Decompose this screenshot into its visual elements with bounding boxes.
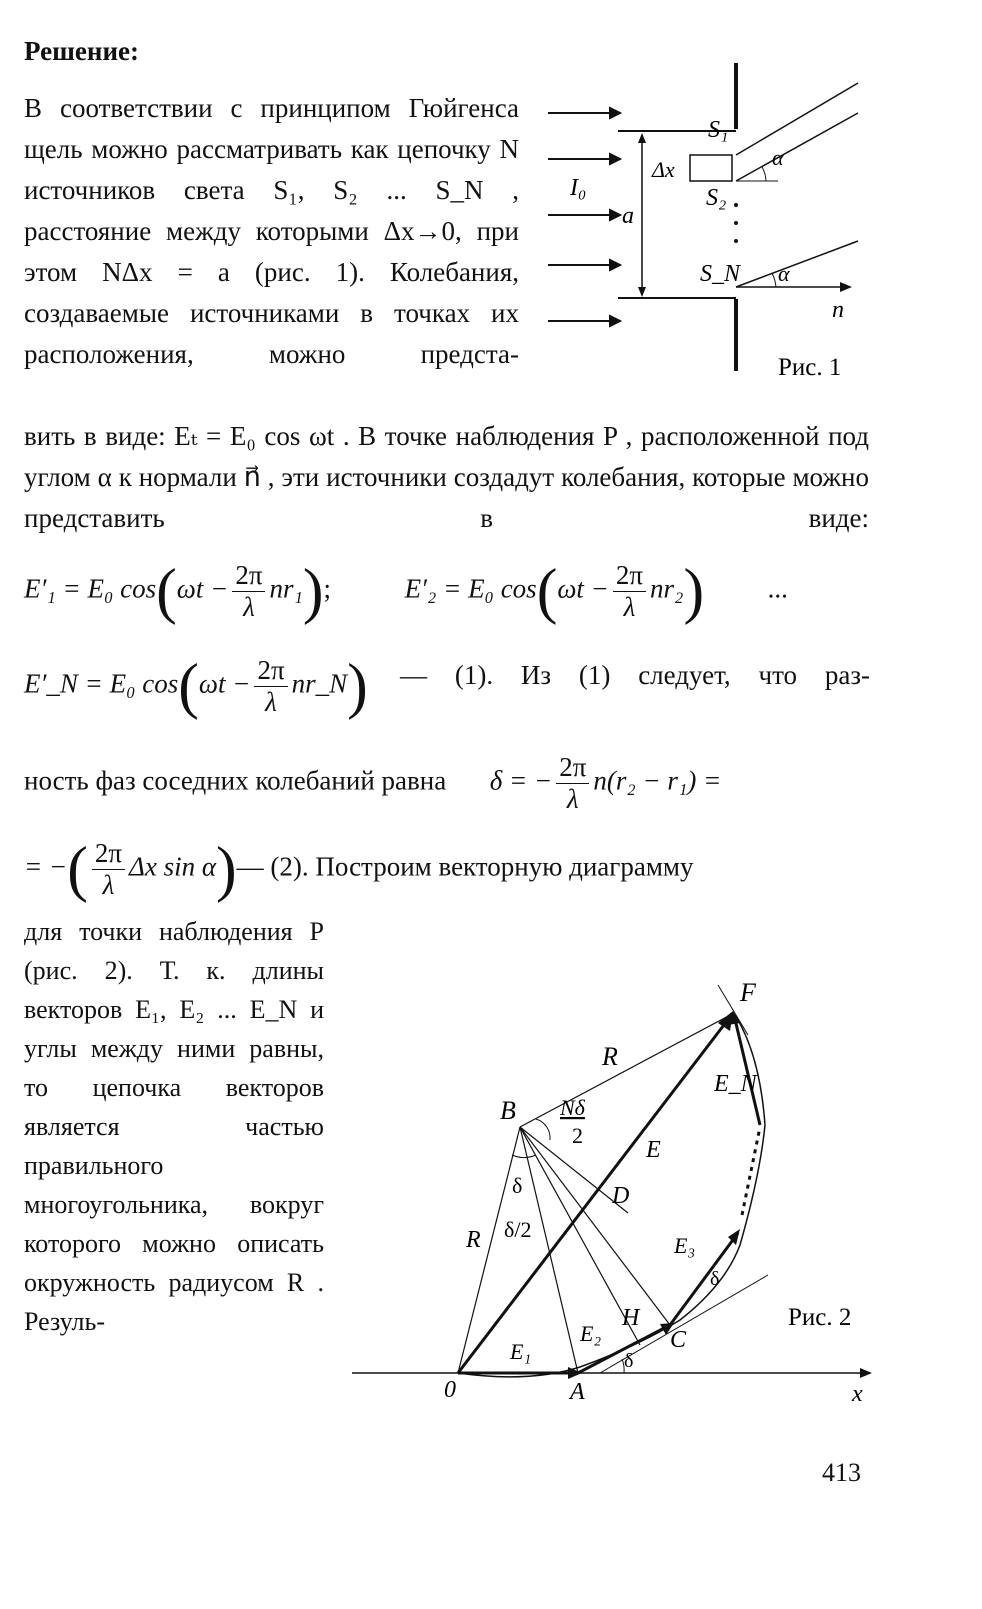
equation-e1-e2: E′₁ = E₀ cos(ωt − $\frac{2\pi}{\lambda}$ nr₁); E′₂ = E₀ cos(ωt − $\frac{2\pi}{\lambda}$ nr₂) ... xyxy=(24,557,788,626)
source-dots xyxy=(734,203,738,243)
label-dx: Δx xyxy=(652,157,675,182)
vector-en xyxy=(734,1015,760,1125)
label-n: n xyxy=(832,297,844,323)
label-delta-a: δ xyxy=(624,1350,634,1372)
phase-difference-line: ность фаз соседних колебаний равна δ = − $\frac{2\pi}{\lambda}$ n(r₂ − r₁) = xyxy=(24,752,722,814)
label-i0: I₀ xyxy=(570,175,587,201)
label-f: F xyxy=(740,978,756,1007)
equation-2: = −( $\frac{2\pi}{\lambda}$ Δx sin α)— (2). Построим векторную диаграмму xyxy=(24,835,694,904)
label-s1: S₁ xyxy=(708,117,729,143)
label-d: D xyxy=(612,1183,630,1209)
ray-s1-upper xyxy=(736,83,858,155)
label-delta-half: δ/2 xyxy=(504,1217,532,1242)
label-a: a xyxy=(622,203,634,229)
label-e1: E₁ xyxy=(510,1339,532,1364)
figure-1-caption: Рис. 1 xyxy=(778,354,842,381)
figure-2-caption: Рис. 2 xyxy=(788,1304,852,1331)
figure-2 xyxy=(340,975,880,1415)
label-h: H xyxy=(622,1305,640,1331)
label-r-top: R xyxy=(602,1042,618,1071)
label-e2: E₂ xyxy=(580,1321,602,1346)
equation-en: E′_N = E₀ cos(ωt − $\frac{2\pi}{\lambda}$ nr_N) xyxy=(24,652,368,721)
label-c: C xyxy=(670,1327,687,1353)
label-e: E xyxy=(646,1137,661,1163)
label-o: 0 xyxy=(444,1377,456,1403)
label-r-left: R xyxy=(466,1227,481,1253)
paragraph-1: В соответствии с принципом Гюйгенса щель можно рассматривать как цепочку N источников света S₁, S₂ ... S_N , расстояние между которыми Δx→0, при этом NΔx = a (рис. 1). Колебания, создаваемые источниками в точках их расположения, можно предста- xyxy=(24,93,519,369)
label-two: 2 xyxy=(572,1123,583,1148)
label-delta-c: δ xyxy=(710,1268,720,1290)
ray-s1-lower xyxy=(736,113,858,181)
section-heading: Решение: xyxy=(24,36,139,66)
label-e3: E₃ xyxy=(674,1233,696,1258)
label-en: E_N xyxy=(714,1071,757,1097)
label-n-delta: Nδ xyxy=(560,1095,585,1120)
label-s2: S₂ xyxy=(706,185,727,211)
figure-1 xyxy=(540,55,870,395)
label-a: A xyxy=(570,1379,585,1405)
vector-e-resultant xyxy=(458,1017,730,1373)
equation-en-tail: — (1). Из (1) следует, что раз- xyxy=(400,660,870,690)
label-delta: δ xyxy=(512,1173,523,1198)
label-alpha-2: α xyxy=(778,261,790,286)
label-sn: S_N xyxy=(700,261,741,287)
incoming-light-arrows xyxy=(548,108,620,326)
label-alpha-1: α xyxy=(772,145,784,170)
page-number: 413 xyxy=(822,1458,861,1487)
paragraph-2: вить в виде: Eₜ = E₀ cos ωt . В точке наблюдения P , расположенной под углом α к нормали n⃗ , эти источники создадут колебания, которые можно представить в виде: xyxy=(24,421,869,533)
dx-box xyxy=(690,155,732,181)
paragraph-3: для точки наблюдения P (рис. 2). Т. к. длины векторов E₁, E₂ ... E_N и углы между ними равны, то цепочка векторов является частью правильного многоугольника, вокруг которого можно описать окружность радиусом R . Резуль- xyxy=(24,917,324,1336)
label-x: x xyxy=(852,1381,863,1407)
ray-sn xyxy=(736,241,858,287)
label-b: B xyxy=(500,1096,516,1125)
